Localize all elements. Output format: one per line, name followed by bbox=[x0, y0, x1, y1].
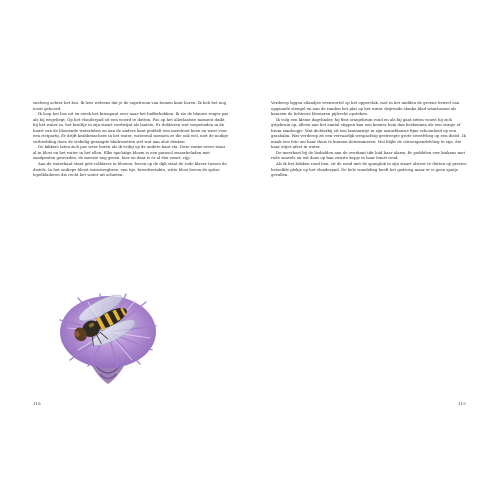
left-paragraph: Aan de waterkant staat gele rolklaver in bloeien, boven op de dijk staat de rode klaver tussen de distels. In het ondiepe bloeit watezwegbree, een tije, breedvertakte, witte bloei boven de spitse lepelbladeren die recht het water uit schieten. bbox=[33, 161, 227, 178]
right-paragraph: Ik volg een kleine dagvlinder, hij fitst oranjebruin rond en als hij gaat zitten vouwt hij zich grijsbruin op, alleen aan het aantal stippen kan een kenner hem dan herkennen als een oranje of bruin zandoogje. Wat dichterbij zit een lantaarntje in zijn azuurblauwe fijne schoonheid op een grashalm. Wat verderop zit een vervaarlijk wespachtig gestreepte grote zweefvlieg op een distel. Ik maak een foto om haar thuis te kunnen determineren. Hoi blijkt de citroenpendelvlieg te zijn, die haar eitjes afzet in water. bbox=[271, 116, 466, 150]
right-page-number: 119 bbox=[458, 401, 466, 406]
left-page-number: 118 bbox=[33, 401, 41, 406]
left-paragraph: snelweg achter het bos, lk lees weleens dat je de supstroom van bomen kunt horen. Ik heb het nog nooit gehoord. bbox=[33, 100, 227, 111]
left-paragraph: De kikkers laten zich pas weer horen als ik veilig op de andere kant sta. Deze zonne-zever staat al in bloei en het water in het ellen. Elke spichtige bloem is een parasol zwaarbeladen met zaadpeulen geworden, de meeste nog groen. hier en daar is er al één zwart, rijp. bbox=[33, 144, 226, 161]
right-paragraph: Verderop liggen eilandjes veenwortel op het oppervlak, met in het midden de groene heuvel van opgaande stengel en aan de randen het plat op het water drijvende slanke blad waartussen als kaarsen de lichtroze bloeiaren pijlrecht opsteken. bbox=[271, 100, 460, 117]
right-paragraph: Als ik het bekken rond ben, zit de eend met de spuuglok in zijn staart alweer te dutten op precies hetzelfde plekje op het vlonderpad. De hele wandeling heeft het gedroeg maar er is geen spatje gevallen. bbox=[271, 161, 467, 178]
left-page-text bbox=[33, 100, 229, 178]
left-paragraph: Ik loop het bos uit en steek het kruispunt over naar het bufferbekken. Ik zie de blauwe reiger pas als hij wegvliegt. Op het vlonderpad zit een woerd te dutten. Pas op het allerlaatste moment duikt hij het water in, het kruiltje in zijn staart verdwijnt als laatste. Er dobberen wat soepeenden in de buurt van de bloeiende waterlelies en aan de andere kant peddelt een meerkoet heen en weer voor een rietpartij. Er drijft krabbenscheer in het water, waterzuil noemen ze die ook wel, met de nodige verbeelding doen de stekelig gezaagde bladrozetten wel wat aan aloë denken. bbox=[33, 111, 229, 144]
right-page-text bbox=[271, 100, 467, 178]
hoverfly-on-thistle-illustration bbox=[48, 280, 166, 392]
right-paragraph: De meerkoet bij de lisdodden aan de overkant tikt luid haar alarm. Er peddelen vier kuikens met rode snavels en wit dons op ban zwarte kopje in haar buurt rond. bbox=[271, 149, 465, 161]
right-page bbox=[250, 0, 500, 500]
